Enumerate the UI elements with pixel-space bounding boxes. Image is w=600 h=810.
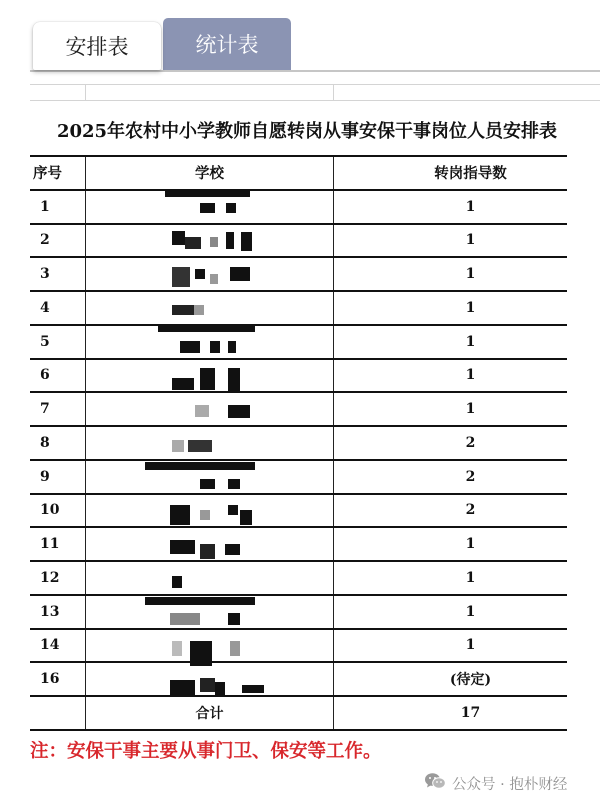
serial-number-cell: 7 xyxy=(40,401,50,418)
watermark xyxy=(424,772,567,794)
transfer-quota-cell: 2 xyxy=(333,461,567,493)
serial-number-cell: 6 xyxy=(40,367,50,384)
tab-bar-divider xyxy=(30,70,600,72)
table-row xyxy=(30,493,567,527)
footnote: 注：安保干事主要从事门卫、保安等工作。 xyxy=(30,741,382,762)
sheet-tab-bar xyxy=(0,0,600,72)
transfer-quota-cell: 2 xyxy=(333,427,567,459)
school-cell xyxy=(85,427,333,459)
serial-number-cell: 1 xyxy=(40,198,50,215)
school-cell xyxy=(85,461,333,493)
watermark-text: 公众号 · 抱朴财经 xyxy=(452,776,568,793)
header-school: 学校 xyxy=(85,157,333,189)
serial-number-cell: 16 xyxy=(40,671,60,688)
school-cell xyxy=(85,663,333,695)
table-row xyxy=(30,223,567,257)
transfer-quota-cell: 1 xyxy=(333,360,567,392)
table-row xyxy=(30,594,567,628)
transfer-quota-cell: 1 xyxy=(333,225,567,257)
sheet-gridline xyxy=(30,84,600,85)
school-cell xyxy=(85,596,333,628)
table-row xyxy=(30,425,567,459)
school-cell xyxy=(85,528,333,560)
table-row xyxy=(30,391,567,425)
school-cell xyxy=(85,326,333,358)
tab-arrangement[interactable] xyxy=(33,22,161,70)
table-row xyxy=(30,189,567,223)
school-cell xyxy=(85,495,333,527)
table-row xyxy=(30,628,567,662)
school-cell xyxy=(85,630,333,662)
table-row xyxy=(30,256,567,290)
transfer-quota-cell: 1 xyxy=(333,562,567,594)
table-row xyxy=(30,290,567,324)
transfer-quota-cell: (待定) xyxy=(333,663,567,695)
table-row xyxy=(30,560,567,594)
table-header-row xyxy=(30,155,567,189)
serial-number-cell: 13 xyxy=(40,603,60,620)
school-cell xyxy=(85,360,333,392)
transfer-quota-cell: 1 xyxy=(333,191,567,223)
transfer-quota-cell: 1 xyxy=(333,292,567,324)
serial-number-cell xyxy=(30,697,85,729)
total-label: 合计 xyxy=(85,697,333,729)
serial-number-cell: 5 xyxy=(40,333,50,350)
transfer-quota-cell: 1 xyxy=(333,258,567,290)
school-cell xyxy=(85,292,333,324)
transfer-quota-cell: 1 xyxy=(333,393,567,425)
sheet-gridline xyxy=(333,84,334,101)
arrangement-table xyxy=(30,155,567,731)
table-row xyxy=(30,661,567,695)
serial-number-cell: 12 xyxy=(40,569,60,586)
serial-number-cell: 2 xyxy=(40,232,50,249)
tab-label: 安排表 xyxy=(65,35,129,59)
transfer-quota-cell: 1 xyxy=(333,596,567,628)
table-row xyxy=(30,358,567,392)
sheet-gridline xyxy=(30,100,600,101)
sheet-gridline xyxy=(85,84,86,101)
serial-number-cell: 11 xyxy=(40,536,60,553)
serial-number-cell: 4 xyxy=(40,299,50,316)
header-transfer-quota: 转岗指导数 xyxy=(333,157,567,189)
serial-number-cell: 14 xyxy=(40,637,60,654)
header-serial-number: 序号 xyxy=(33,165,62,183)
serial-number-cell: 8 xyxy=(40,434,50,451)
serial-number-cell: 10 xyxy=(40,502,60,519)
tab-label: 统计表 xyxy=(195,33,259,57)
serial-number-cell: 9 xyxy=(40,468,50,485)
transfer-quota-cell: 2 xyxy=(333,495,567,527)
transfer-quota-cell: 1 xyxy=(333,528,567,560)
table-row xyxy=(30,324,567,358)
transfer-quota-cell: 1 xyxy=(333,326,567,358)
transfer-quota-cell: 1 xyxy=(333,630,567,662)
total-count: 17 xyxy=(333,697,567,729)
school-cell xyxy=(85,191,333,223)
school-cell xyxy=(85,258,333,290)
table-row xyxy=(30,459,567,493)
serial-number-cell: 3 xyxy=(40,266,50,283)
school-cell xyxy=(85,225,333,257)
table-row xyxy=(30,526,567,560)
document-title: 2025年农村中小学教师自愿转岗从事安保干事岗位人员安排表 xyxy=(56,121,558,142)
school-cell xyxy=(85,562,333,594)
wechat-icon xyxy=(424,772,446,794)
tab-statistics[interactable] xyxy=(163,18,291,70)
table-total-row xyxy=(30,695,567,731)
school-cell xyxy=(85,393,333,425)
table-body xyxy=(30,189,567,731)
